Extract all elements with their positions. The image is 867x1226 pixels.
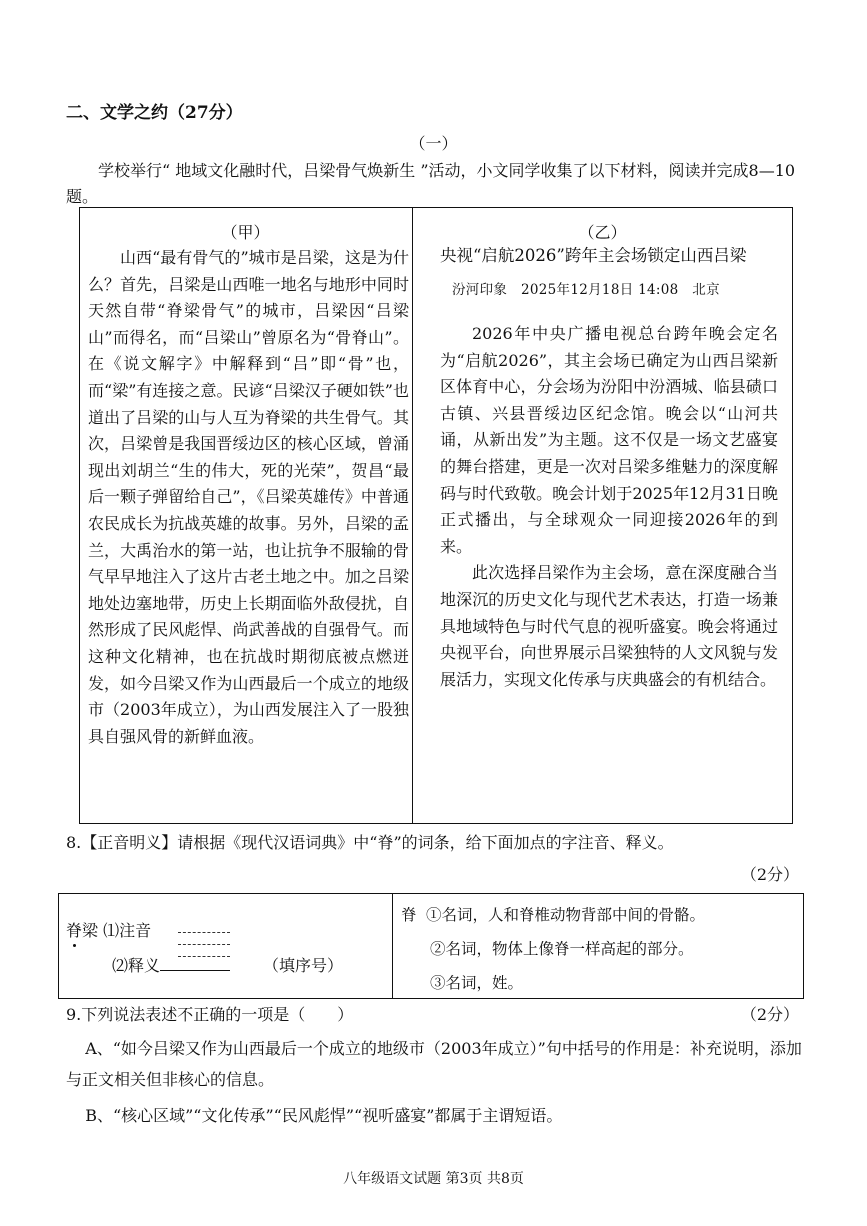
- meaning-answer-blank[interactable]: [160, 956, 230, 971]
- question-8-score: （2分）: [740, 865, 799, 884]
- dictionary-sense-1: 脊 ①名词，人和脊椎动物背部中间的骨骼。: [401, 898, 796, 932]
- passage-yi-heading: （乙）: [578, 223, 627, 242]
- intro-text: 学校举行“ 地域文化融时代，吕梁骨气焕新生 ”活动，小文同学收集了以下材料，阅读并完成8—10题。: [66, 161, 796, 206]
- fill-hint: （填序号）: [263, 956, 344, 975]
- dictionary-entry: [401, 898, 796, 1000]
- passage-yi-paragraph-2: 此次选择吕梁作为主会场，意在深度融合当地深沉的历史文化与现代艺术表达，打造一场兼具地域特色与时代气息的视听盛宴。晚会将通过央视平台，向世界展示吕梁独特的人文风貌与发展活力，实现文化传承与庆典盛会的有机结合。: [440, 563, 778, 689]
- option-a[interactable]: A、“如今吕梁又作为山西最后一个成立的地级市（2003年成立）”句中括号的作用是：补充说明，添加与正文相关但非核心的信息。: [66, 1039, 802, 1089]
- passage-yi-paragraph-1: 2026年中央广播电视总台跨年晚会定名为“启航2026”，其主会场已确定为山西吕梁新区体育中心，分会场为汾阳中汾酒城、临县碛口古镇、兴县晋绥边区纪念馆。晚会以“山河共诵，从新出发”为主题。这不仅是一场文艺盛宴的舞台搭建，更是一次对吕梁多维魅力的深度解码与时代致敬。晚会计划于2025年12月31日晚正式播出，与全球观众一同迎接2026年的到来。: [440, 324, 778, 556]
- dictionary-divider: [392, 893, 393, 999]
- passage-jia-paragraph: 山西“最有骨气的”城市是吕梁，这是为什么？首先，吕梁是山西唯一地名与地形中同时天然自带“脊梁骨气”的城市，吕梁因“吕梁山”而得名，而“吕梁山”曾原名为“骨脊山”。在《说文解字》中解释到“吕”即“骨”也，而“梁”有连接之意。民谚“吕梁汉子硬如铁”也道出了吕梁的山与人互为脊梁的共生骨气。其次，吕梁曾是我国晋绥边区的核心区域，曾涌现出刘胡兰“生的伟大，死的光荣”，贺昌“最后一颗子弹留给自己”，《吕梁英雄传》中普通农民成长为抗战英雄的故事。另外，吕梁的孟兰，大禹治水的第一站，也让抗争不服输的骨气早早地注入了这片古老土地之中。加之吕梁地处边塞地带，历史上长期面临外敌侵扰，自然形成了民风彪悍、尚武善战的自强骨气。而这种文化精神，也在抗战时期彻底被点燃迸发，如今吕梁又作为山西最后一个成立的地级市（2003年成立），为山西发展注入了一股独具自强风骨的新鲜血液。: [88, 248, 409, 746]
- passage-jia-text: [88, 245, 409, 750]
- entry-char: 脊: [401, 906, 417, 924]
- target-word: [66, 918, 151, 941]
- option-b[interactable]: B、“核心区域”“文化传承”“民风彪悍”“视听盛宴”都属于主谓短语。: [85, 1106, 563, 1125]
- dictionary-sense-3: ③名词，姓。: [430, 974, 524, 992]
- question-8: 8.【正音明义】请根据《现代汉语词典》中“脊”的词条，给下面加点的字注音、释义。: [66, 833, 674, 852]
- passage-yi-title: 央视“启航2026”跨年主会场锁定山西吕梁: [440, 246, 747, 265]
- meaning-row: [112, 953, 230, 976]
- pinyin-label: ⑴注音: [103, 921, 152, 940]
- passage-yi-text: [440, 321, 778, 693]
- passage-jia-heading: （甲）: [221, 223, 270, 242]
- passage-divider: [412, 207, 413, 824]
- dictionary-sense-2: ②名词，物体上像脊一样高起的部分。: [430, 940, 694, 958]
- page-footer: 八年级语文试题 第3页 共8页: [343, 1171, 524, 1187]
- subsection-number: （一）: [409, 134, 458, 153]
- meaning-label: ⑵释义: [112, 956, 161, 975]
- passage-yi-meta: 汾河印象 2025年12月18日 14:08 北京: [452, 282, 720, 298]
- question-9-score: （2分）: [740, 1005, 799, 1024]
- question-9: 9.下列说法表述不正确的一项是（ ）: [66, 1005, 354, 1024]
- section-title: 二、文学之约（27分）: [66, 103, 243, 123]
- word-char-2: 梁: [82, 921, 99, 940]
- dotted-char: 脊: [66, 918, 82, 941]
